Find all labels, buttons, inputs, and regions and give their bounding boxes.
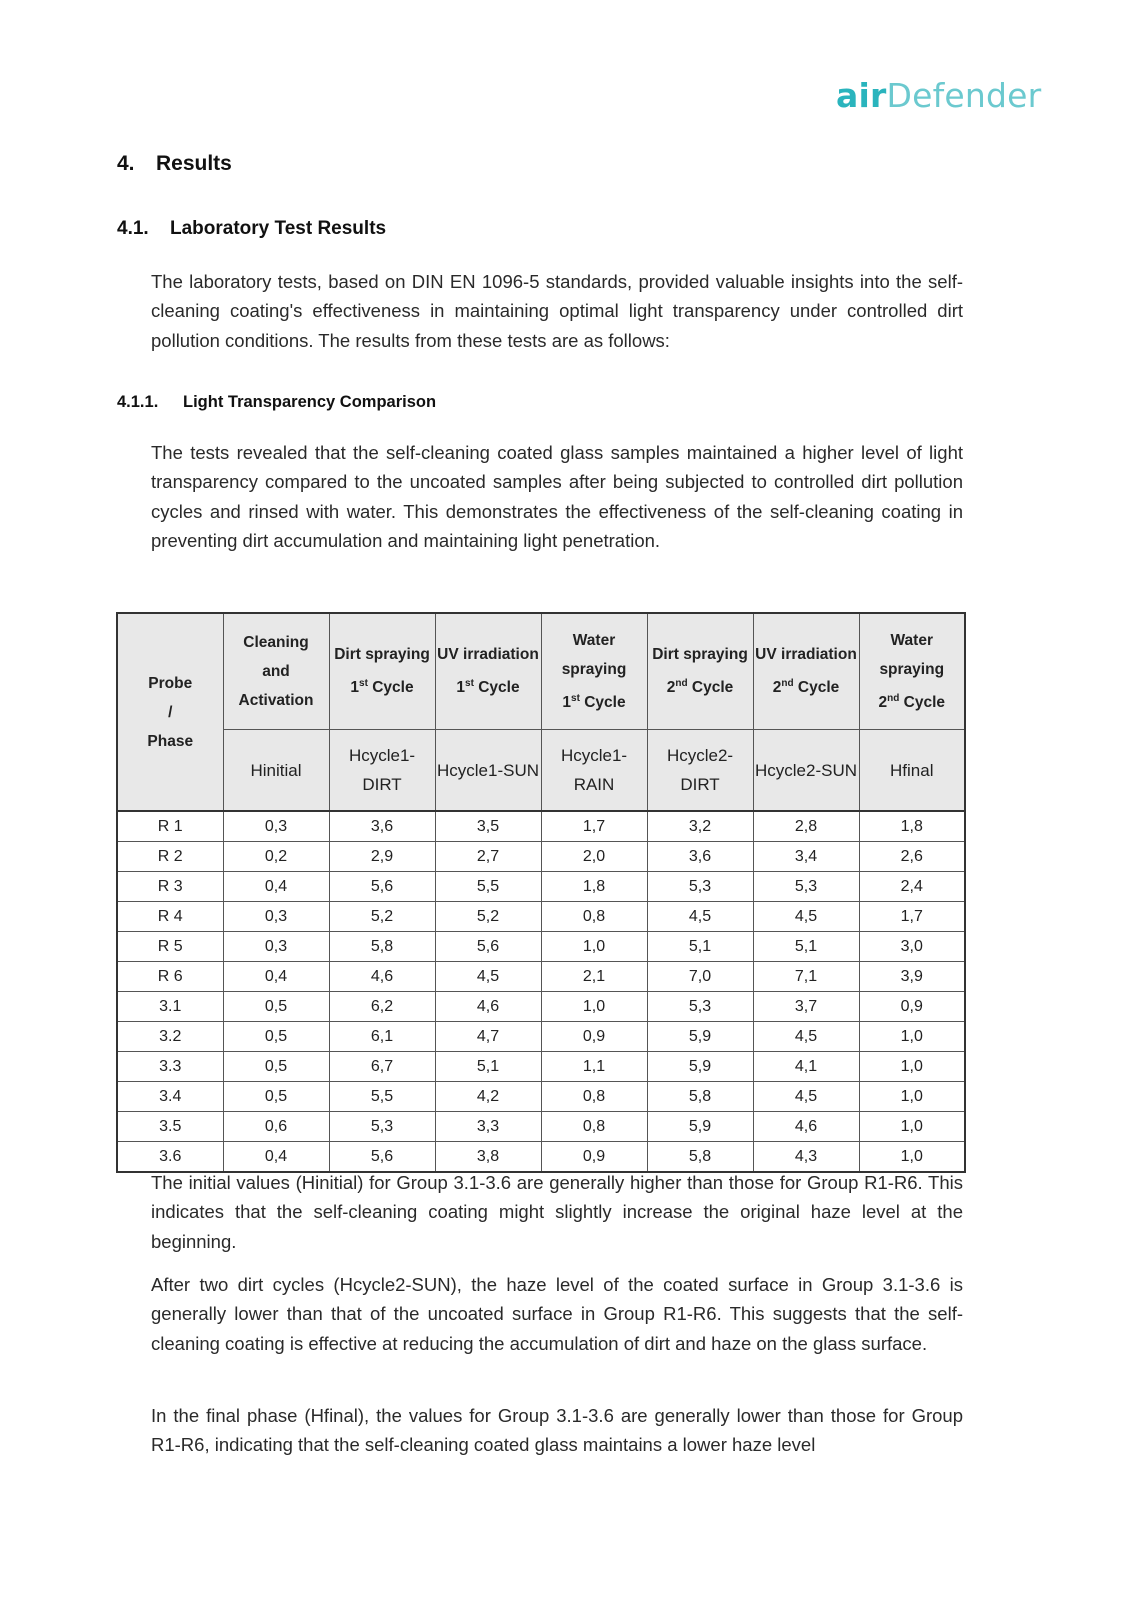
value-cell: 5,6 [329, 872, 435, 902]
value-cell: 2,8 [753, 811, 859, 842]
value-cell: 3,7 [753, 992, 859, 1022]
column-header-line: UV irradiation [755, 646, 857, 664]
value-cell: 4,7 [435, 1022, 541, 1052]
airdefender-logo [836, 76, 1041, 115]
column-header [753, 613, 859, 730]
table-row [117, 811, 965, 842]
value-cell: 0,8 [541, 902, 647, 932]
column-header-line: and [262, 663, 290, 680]
column-header [859, 613, 965, 730]
cycle-label: Cycle [793, 679, 840, 697]
value-cell: 6,7 [329, 1052, 435, 1082]
value-cell: 5,3 [647, 872, 753, 902]
cycle-label: Cycle [473, 679, 520, 697]
value-cell: 5,9 [647, 1022, 753, 1052]
value-cell: 1,0 [859, 1022, 965, 1052]
value-cell: 4,2 [435, 1082, 541, 1112]
value-cell: 1,8 [859, 811, 965, 842]
value-cell: 4,1 [753, 1052, 859, 1082]
value-cell: 6,1 [329, 1022, 435, 1052]
value-cell: 5,9 [647, 1112, 753, 1142]
subsection-title: Laboratory Test Results [170, 218, 387, 239]
value-cell: 1,0 [541, 932, 647, 962]
ordinal: 1 [456, 679, 466, 697]
column-header-line: Dirt spraying [334, 646, 430, 664]
value-cell: 2,7 [435, 842, 541, 872]
value-cell: 1,0 [859, 1082, 965, 1112]
probe-phase-header [117, 613, 223, 811]
value-cell: 0,5 [223, 1052, 329, 1082]
value-cell: 5,2 [329, 902, 435, 932]
subsubsection-number: 4.1.1. [117, 393, 159, 411]
value-cell: 5,1 [753, 932, 859, 962]
phase-symbol: Hcycle2-SUN [753, 730, 859, 812]
value-cell: 2,9 [329, 842, 435, 872]
section-number: 4. [117, 152, 135, 175]
value-cell: 0,3 [223, 902, 329, 932]
ordinal-suffix: st [571, 692, 580, 704]
subsection-number: 4.1. [117, 218, 149, 239]
cycle-label: Cycle [579, 694, 626, 712]
value-cell: 3,5 [435, 811, 541, 842]
column-header-line: Cleaning [243, 634, 309, 651]
phase-symbol: Hcycle1-RAIN [541, 730, 647, 812]
value-cell: 0,4 [223, 962, 329, 992]
value-cell: 6,2 [329, 992, 435, 1022]
value-cell: 0,8 [541, 1112, 647, 1142]
table-symbol-row [117, 730, 965, 812]
value-cell: 0,9 [859, 992, 965, 1022]
value-cell: 0,8 [541, 1082, 647, 1112]
value-cell: 0,5 [223, 1082, 329, 1112]
value-cell: 1,0 [859, 1112, 965, 1142]
probe-cell: R 2 [117, 842, 223, 872]
cycle2-paragraph: After two dirt cycles (Hcycle2-SUN), the haze level of the coated surface in Group 3.1-3.6 is generally lower than that of the uncoated surface in Group R1-R6. This suggests that the self-cleaning coating is effective at reducing the accumulation of dirt and haze on the glass surface. [151, 1274, 963, 1354]
table-row [117, 1082, 965, 1112]
probe-header-line: Phase [147, 732, 194, 750]
ordinal: 2 [878, 694, 888, 712]
column-header-cycle [860, 684, 965, 717]
column-header-line: Water spraying [879, 631, 945, 678]
logo-part-defender: Defender [886, 76, 1042, 115]
value-cell: 4,3 [753, 1142, 859, 1173]
value-cell: 0,4 [223, 1142, 329, 1173]
value-cell: 7,0 [647, 962, 753, 992]
value-cell: 0,5 [223, 992, 329, 1022]
value-cell: 0,3 [223, 932, 329, 962]
column-header-line: UV irradiation [437, 646, 539, 664]
probe-cell: 3.3 [117, 1052, 223, 1082]
subsection-heading [117, 218, 386, 240]
value-cell: 1,8 [541, 872, 647, 902]
value-cell: 3,8 [435, 1142, 541, 1173]
probe-header-line: / [168, 703, 173, 721]
value-cell: 4,6 [435, 992, 541, 1022]
ordinal-suffix: st [359, 678, 368, 690]
value-cell: 2,4 [859, 872, 965, 902]
probe-header-line: Probe [148, 674, 193, 692]
column-header-cycle [754, 669, 859, 702]
phase-symbol: Hinitial [223, 730, 329, 812]
probe-cell: 3.4 [117, 1082, 223, 1112]
phase-symbol: Hfinal [859, 730, 965, 812]
phase-symbol: Hcycle1-SUN [435, 730, 541, 812]
final-phase-paragraph: In the final phase (Hfinal), the values for Group 3.1-3.6 are generally lower than those for Group R1-R6, indicating that the self-cleaning coated glass maintains a lower haze level [151, 1405, 963, 1456]
value-cell: 5,3 [329, 1112, 435, 1142]
probe-cell: R 5 [117, 932, 223, 962]
value-cell: 4,5 [753, 902, 859, 932]
value-cell: 4,5 [647, 902, 753, 932]
table-row [117, 962, 965, 992]
value-cell: 2,0 [541, 842, 647, 872]
value-cell: 4,5 [435, 962, 541, 992]
value-cell: 3,6 [329, 811, 435, 842]
probe-cell: R 6 [117, 962, 223, 992]
value-cell: 5,8 [647, 1082, 753, 1112]
value-cell: 0,2 [223, 842, 329, 872]
ordinal-suffix: nd [887, 692, 900, 704]
column-header-line: Activation [238, 692, 314, 709]
table-row [117, 1052, 965, 1082]
value-cell: 7,1 [753, 962, 859, 992]
ordinal: 1 [562, 694, 572, 712]
section-title: Results [156, 152, 232, 175]
value-cell: 5,3 [647, 992, 753, 1022]
probe-cell: 3.6 [117, 1142, 223, 1173]
value-cell: 4,5 [753, 1082, 859, 1112]
value-cell: 5,2 [435, 902, 541, 932]
column-header-line: Dirt spraying [652, 646, 748, 664]
probe-cell: 3.5 [117, 1112, 223, 1142]
value-cell: 5,6 [329, 1142, 435, 1173]
phase-symbol: Hcycle2-DIRT [647, 730, 753, 812]
value-cell: 2,1 [541, 962, 647, 992]
value-cell: 3,9 [859, 962, 965, 992]
value-cell: 3,6 [647, 842, 753, 872]
value-cell: 0,9 [541, 1142, 647, 1173]
value-cell: 0,3 [223, 811, 329, 842]
phase-symbol: Hcycle1-DIRT [329, 730, 435, 812]
column-header [647, 613, 753, 730]
ordinal-suffix: nd [675, 678, 688, 690]
column-header [541, 613, 647, 730]
probe-cell: 3.2 [117, 1022, 223, 1052]
value-cell: 5,1 [647, 932, 753, 962]
section-heading [117, 152, 232, 176]
value-cell: 1,7 [541, 811, 647, 842]
value-cell: 5,6 [435, 932, 541, 962]
value-cell: 5,5 [329, 1082, 435, 1112]
table-row [117, 1022, 965, 1052]
column-header-cycle [648, 669, 753, 702]
column-header-line: Water spraying [561, 631, 627, 678]
table-row [117, 902, 965, 932]
value-cell: 5,8 [647, 1142, 753, 1173]
haze-results-table [116, 612, 966, 1173]
value-cell: 3,3 [435, 1112, 541, 1142]
transparency-paragraph: The tests revealed that the self-cleaning coated glass samples maintained a higher level of light transparency compared to the uncoated samples after being subjected to controlled dirt pollution cycles and rinsed with water. This demonstrates the effectiveness of the self-cleaning coating in preventing dirt accumulation and maintaining light penetration. [151, 442, 963, 552]
value-cell: 5,5 [435, 872, 541, 902]
probe-cell: 3.1 [117, 992, 223, 1022]
column-header [435, 613, 541, 730]
value-cell: 1,1 [541, 1052, 647, 1082]
value-cell: 1,7 [859, 902, 965, 932]
ordinal: 2 [772, 679, 782, 697]
value-cell: 3,0 [859, 932, 965, 962]
cycle-label: Cycle [367, 679, 414, 697]
table-row [117, 992, 965, 1022]
cycle-label: Cycle [687, 679, 734, 697]
column-header [329, 613, 435, 730]
table-row [117, 842, 965, 872]
column-header [223, 613, 329, 730]
subsubsection-heading [117, 393, 436, 412]
value-cell: 1,0 [541, 992, 647, 1022]
column-header-cycle [436, 669, 541, 702]
probe-cell: R 4 [117, 902, 223, 932]
table-body [117, 811, 965, 1172]
value-cell: 4,5 [753, 1022, 859, 1052]
ordinal: 1 [350, 679, 360, 697]
value-cell: 0,4 [223, 872, 329, 902]
probe-cell: R 3 [117, 872, 223, 902]
table-row [117, 1112, 965, 1142]
value-cell: 0,9 [541, 1022, 647, 1052]
value-cell: 4,6 [753, 1112, 859, 1142]
value-cell: 5,9 [647, 1052, 753, 1082]
logo-part-air: air [836, 76, 887, 115]
table-row [117, 872, 965, 902]
subsubsection-title: Light Transparency Comparison [183, 393, 437, 411]
ordinal-suffix: st [465, 678, 474, 690]
ordinal: 2 [666, 679, 676, 697]
intro-paragraph: The laboratory tests, based on DIN EN 1096-5 standards, provided valuable insights into the self-cleaning coating's effectiveness in maintaining optimal light transparency under controlled dirt pollution conditions. The results from these tests are as follows: [151, 271, 963, 351]
value-cell: 3,4 [753, 842, 859, 872]
value-cell: 2,6 [859, 842, 965, 872]
value-cell: 3,2 [647, 811, 753, 842]
cycle-label: Cycle [899, 694, 945, 712]
value-cell: 0,6 [223, 1112, 329, 1142]
value-cell: 1,0 [859, 1052, 965, 1082]
value-cell: 5,3 [753, 872, 859, 902]
initial-values-paragraph: The initial values (Hinitial) for Group 3.1-3.6 are generally higher than those for Group R1-R6. This indicates that the self-cleaning coating might slightly increase the original haze level at the beginning. [151, 1172, 963, 1252]
column-header-cycle [330, 669, 435, 702]
column-header-cycle [542, 684, 647, 717]
value-cell: 5,8 [329, 932, 435, 962]
value-cell: 4,6 [329, 962, 435, 992]
value-cell: 1,0 [859, 1142, 965, 1173]
table-row [117, 932, 965, 962]
value-cell: 5,1 [435, 1052, 541, 1082]
probe-cell: R 1 [117, 811, 223, 842]
table-header-row [117, 613, 965, 730]
ordinal-suffix: nd [781, 678, 794, 690]
value-cell: 0,5 [223, 1022, 329, 1052]
